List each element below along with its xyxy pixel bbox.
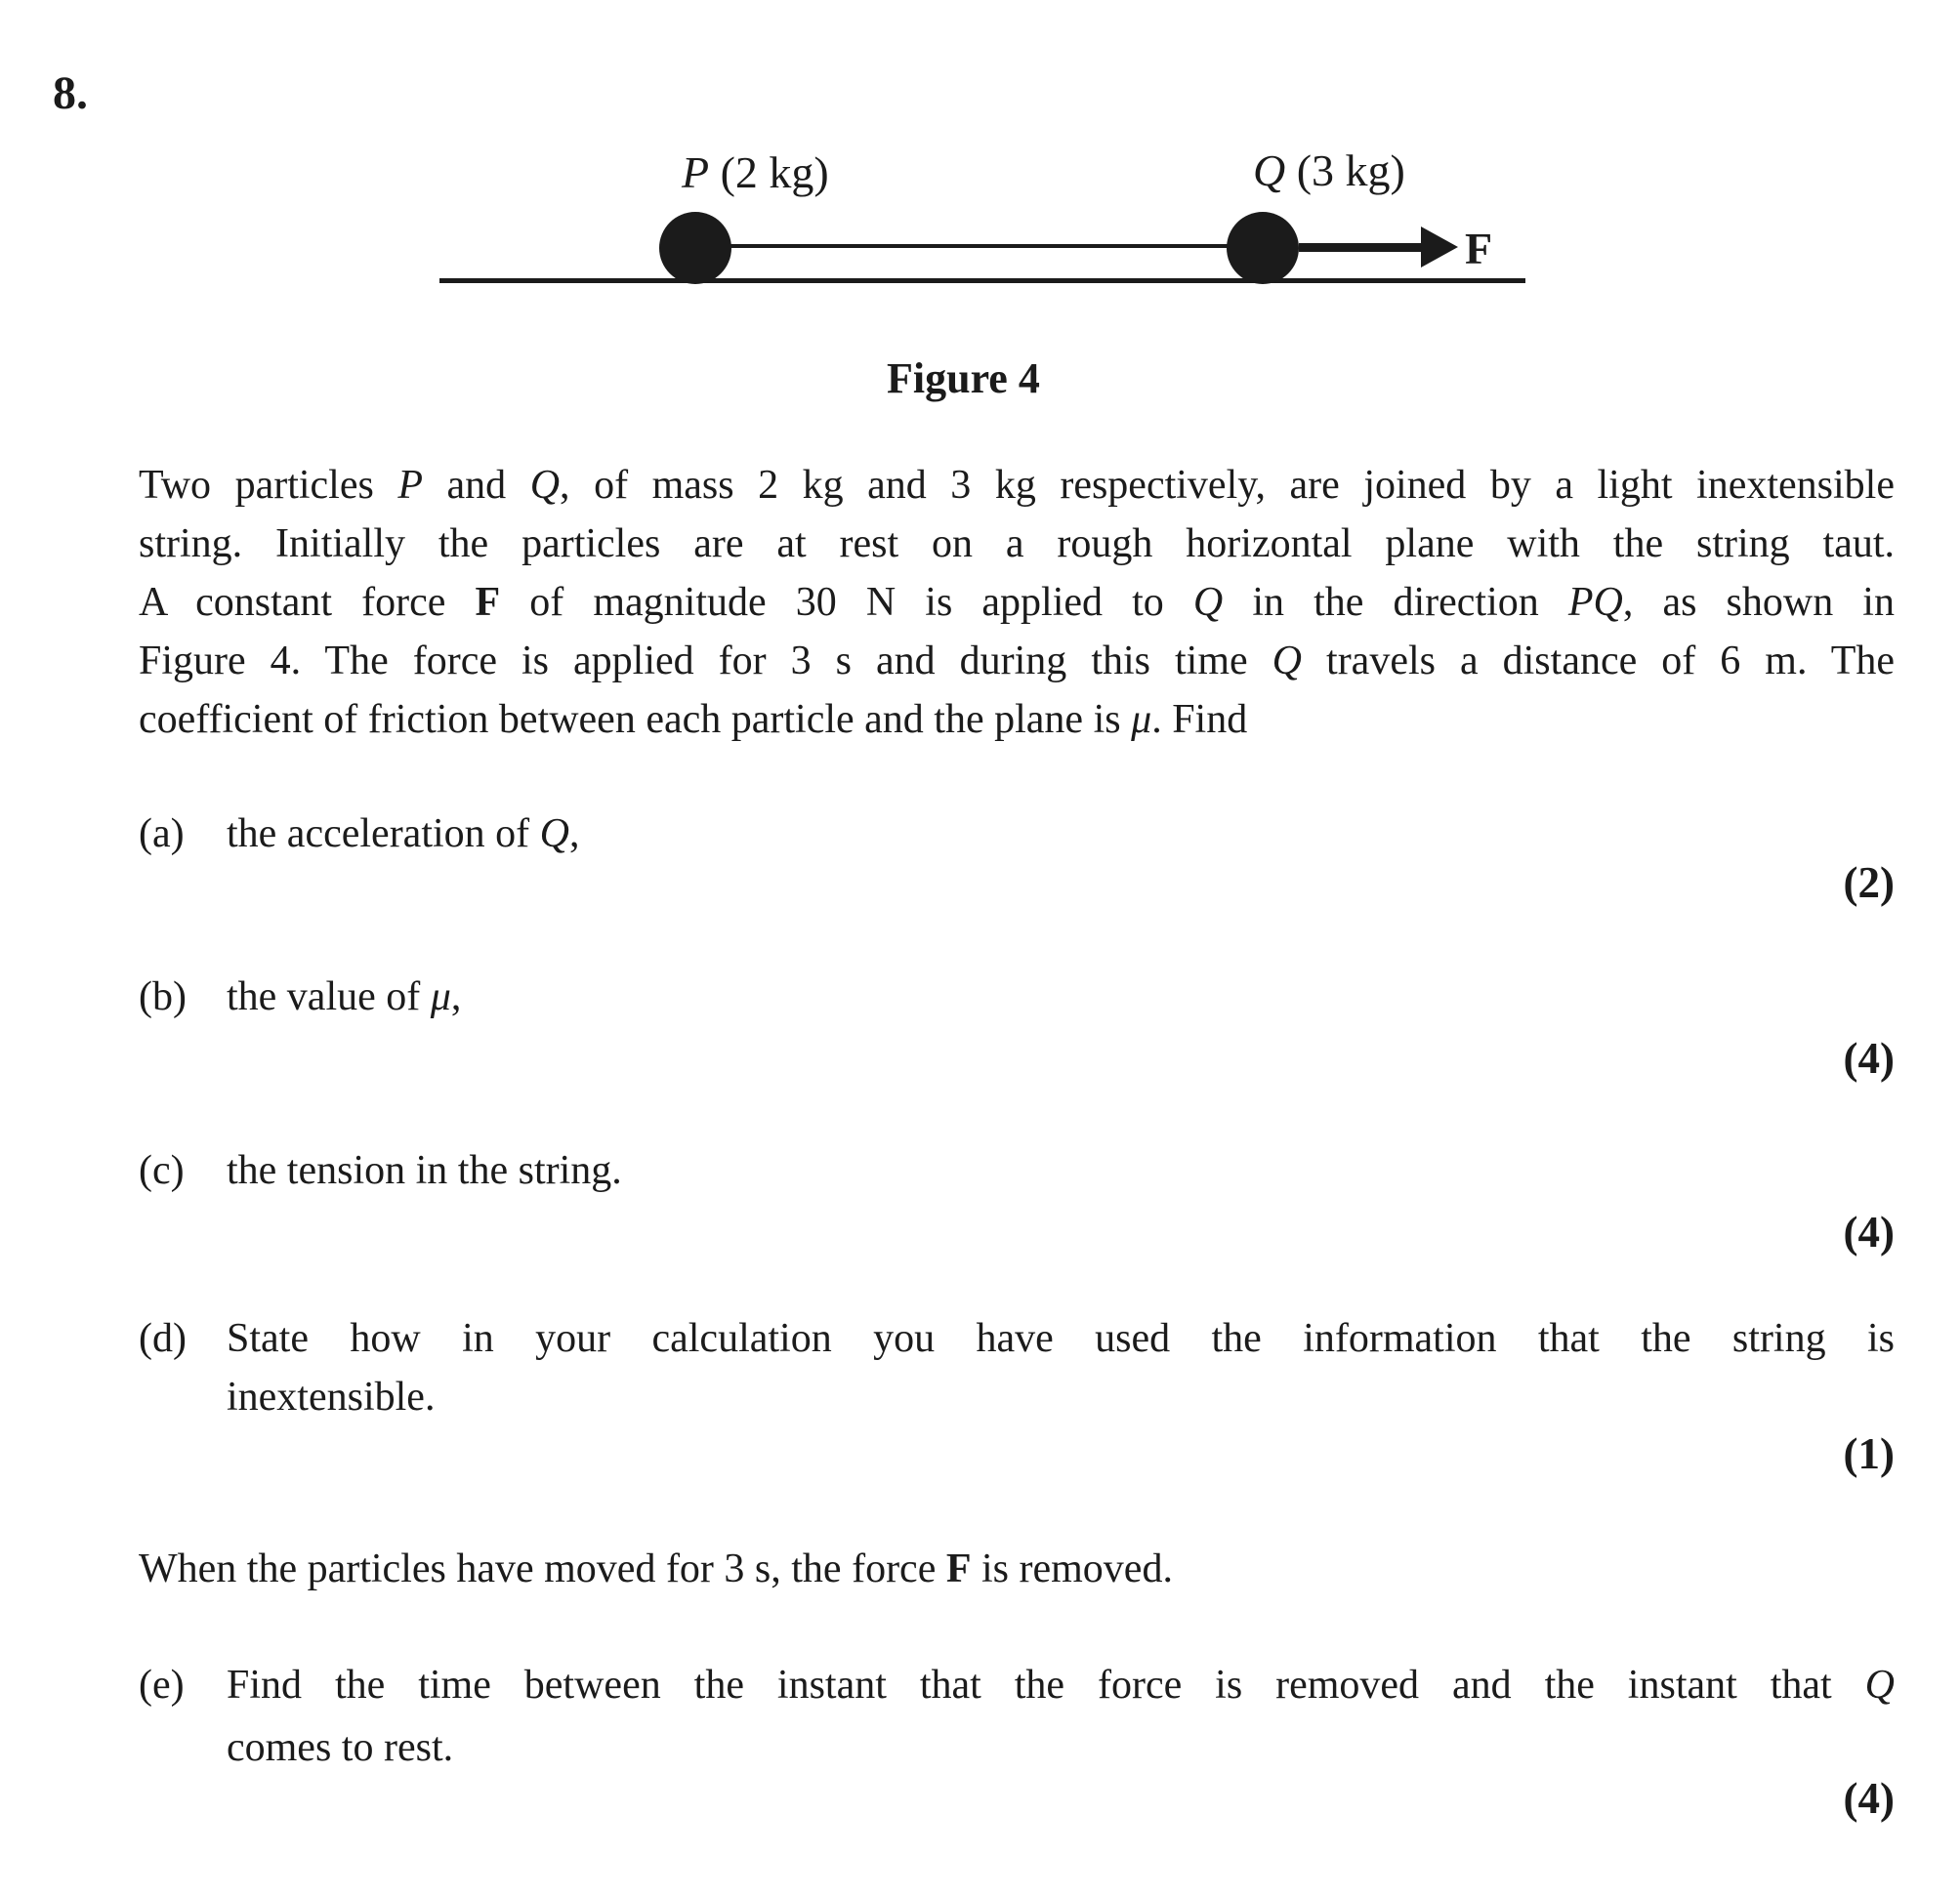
statement-line: coefficient of friction between each particle and the plane is μ. Find bbox=[139, 697, 1248, 742]
figure-caption: Figure 4 bbox=[887, 354, 1040, 402]
part-a-text: the acceleration of Q, bbox=[227, 811, 580, 856]
statement-line: A constant force F of magnitude 30 N is applied to Q in the direction PQ, as shown in bbox=[139, 580, 1895, 625]
particle-p bbox=[659, 212, 731, 284]
statement-line: Two particles P and Q, of mass 2 kg and 3 kg respectively, are joined by a light inextensible bbox=[139, 463, 1895, 508]
part-d-text-line: inextensible. bbox=[227, 1375, 436, 1420]
particle-p-label: P (2 kg) bbox=[682, 147, 829, 197]
part-d-label: (d) bbox=[139, 1316, 187, 1361]
part-e-text-line: comes to rest. bbox=[227, 1725, 454, 1770]
part-c-label: (c) bbox=[139, 1148, 185, 1193]
force-arrow-shaft bbox=[1299, 243, 1421, 252]
part-d-marks: (1) bbox=[1843, 1429, 1895, 1478]
problem-statement bbox=[139, 456, 1895, 749]
part-b-text: the value of μ, bbox=[227, 974, 462, 1019]
question-number: 8. bbox=[53, 67, 88, 119]
force-arrow-head-icon bbox=[1421, 227, 1458, 268]
part-e-label: (e) bbox=[139, 1663, 185, 1708]
part-a-label: (a) bbox=[139, 811, 185, 856]
part-a-marks: (2) bbox=[1843, 858, 1895, 907]
particle-q-label: Q (3 kg) bbox=[1253, 145, 1405, 195]
part-e-text-line: Find the time between the instant that the force is removed and the instant that Q bbox=[227, 1663, 1895, 1708]
particle-q bbox=[1227, 212, 1299, 284]
part-c-marks: (4) bbox=[1843, 1208, 1895, 1257]
statement-line: Figure 4. The force is applied for 3 s and during this time Q travels a distance of 6 m. The bbox=[139, 639, 1895, 683]
string-line bbox=[695, 244, 1263, 248]
part-e-marks: (4) bbox=[1843, 1774, 1895, 1823]
part-d-text-line: State how in your calculation you have used the information that the string is bbox=[227, 1316, 1895, 1361]
ground-line bbox=[439, 278, 1525, 283]
part-b-marks: (4) bbox=[1843, 1034, 1895, 1083]
statement-line: string. Initially the particles are at rest on a rough horizontal plane with the string taut. bbox=[139, 521, 1895, 566]
part-c-text: the tension in the string. bbox=[227, 1148, 622, 1193]
part-b-label: (b) bbox=[139, 974, 187, 1019]
force-label: F bbox=[1465, 224, 1493, 273]
force-removed-note: When the particles have moved for 3 s, the force F is removed. bbox=[139, 1546, 1173, 1591]
